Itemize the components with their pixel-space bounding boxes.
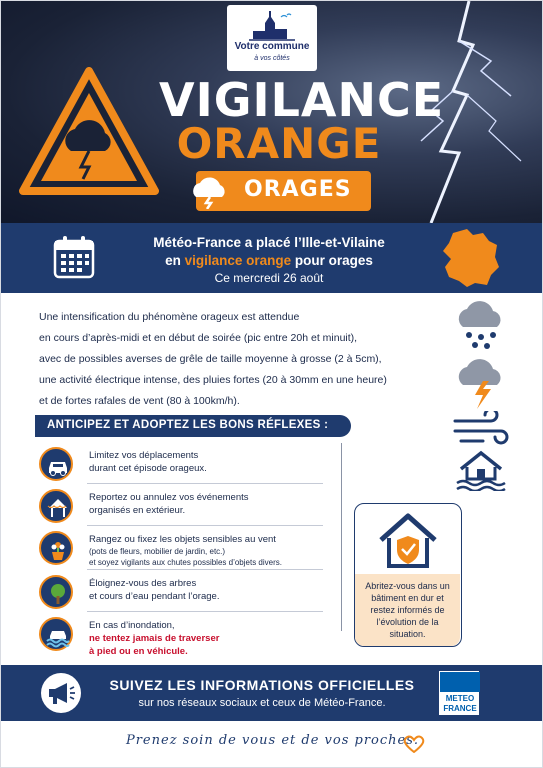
tip-line: Reportez ou annulez vos événements	[89, 492, 249, 503]
tip-text	[89, 449, 341, 475]
tip-separator	[87, 569, 323, 570]
meteo-france-logo	[439, 671, 479, 715]
tip-text	[89, 533, 341, 568]
intro-line: une activité électrique intense, des pluies fortes (20 à 30mm en une heure)	[39, 374, 387, 386]
hero-banner	[1, 1, 543, 223]
divider-line	[341, 443, 342, 631]
intro-line: et de fortes rafales de vent (80 à 100km/h).	[39, 395, 240, 407]
announcement-prefix: en	[165, 253, 185, 268]
logo-title: Votre commune	[234, 41, 310, 52]
meteo-france-logo-text: FRANCE	[443, 704, 477, 713]
shelter-card	[354, 503, 462, 647]
tip-line: Limitez vos déplacements	[89, 450, 199, 461]
storm-cloud-icon	[453, 355, 511, 409]
flooded-car-icon	[46, 624, 70, 648]
warning-storm-icon	[19, 67, 159, 197]
wind-icon	[453, 411, 509, 449]
tip-line: et soyez vigilants aux chutes possibles d’objets divers.	[89, 558, 282, 567]
shield-house-icon	[377, 512, 439, 570]
meteo-france-logo-mark	[440, 672, 480, 692]
announcement-suffix: pour orages	[291, 253, 373, 268]
flower-pot-icon	[46, 538, 70, 562]
car-icon	[46, 454, 70, 478]
flood-house-icon	[455, 449, 507, 491]
tip-line: Rangez ou fixez les objets sensibles au vent	[89, 534, 276, 545]
tip-line-warning: à pied ou en véhicule.	[89, 646, 188, 657]
commune-logo	[227, 5, 317, 71]
tip-line: et cours d’eau pendant l’orage.	[89, 591, 220, 602]
footer-slogan: Prenez soin de vous et de vos proches.	[125, 733, 420, 748]
megaphone-icon	[47, 681, 75, 705]
tip-line: Éloignez-vous des arbres	[89, 578, 197, 589]
calendar-icon	[53, 235, 95, 279]
follow-title: SUIVEZ LES INFORMATIONS OFFICIELLES	[109, 677, 415, 693]
tip-icon-circle	[39, 447, 73, 481]
tip-separator	[87, 525, 323, 526]
intro-line: en cours d’après-midi et en début de soirée (pic entre 20h et minuit),	[39, 332, 358, 344]
orages-banner	[196, 171, 371, 211]
tip-icon-circle	[39, 489, 73, 523]
announcement-line1: Météo-France a placé l’Ille-et-Vilaine	[153, 235, 385, 250]
orages-label: ORAGES	[244, 177, 352, 202]
tip-text	[89, 619, 341, 658]
intro-paragraph	[39, 307, 449, 412]
announcement-date: Ce mercredi 26 août	[214, 271, 324, 285]
meteo-france-logo-text: METEO	[445, 694, 475, 703]
tip-text	[89, 491, 341, 517]
intro-line: Une intensification du phénomène orageux est attendue	[39, 311, 300, 323]
tip-line: organisés en extérieur.	[89, 505, 186, 516]
church-logo-icon	[247, 9, 297, 41]
storm-cloud-icon	[184, 175, 234, 209]
section-header	[35, 415, 351, 437]
megaphone-circle	[41, 673, 81, 713]
title-vigilance: VIGILANCE	[159, 73, 445, 127]
tent-icon	[46, 496, 70, 520]
logo-subtitle: à vos côtés	[254, 55, 290, 62]
shelter-text: Abritez-vous dans un bâtiment en dur et restez informés de l’évolution de la situation.	[355, 574, 460, 646]
tip-icon-circle	[39, 575, 73, 609]
hail-cloud-icon	[451, 297, 511, 351]
region-map-icon	[439, 227, 501, 289]
tip-separator	[87, 611, 323, 612]
tip-line: (pots de fleurs, mobilier de jardin, etc.)	[89, 547, 226, 556]
tip-icon-circle	[39, 531, 73, 565]
tip-line: En cas d’inondation,	[89, 620, 175, 631]
tip-icon-circle	[39, 617, 73, 651]
section-title: ANTICIPEZ ET ADOPTEZ LES BONS RÉFLEXES :	[47, 419, 329, 431]
follow-subtitle: sur nos réseaux sociaux et ceux de Météo-France.	[138, 697, 386, 709]
announcement-highlight: vigilance orange	[184, 253, 292, 268]
title-orange: ORANGE	[176, 119, 382, 168]
intro-line: avec de possibles averses de grêle de taille moyenne à grosse (2 à 5cm),	[39, 353, 382, 365]
announcement-line2	[119, 253, 419, 268]
tip-text	[89, 577, 341, 603]
tip-line-warning: ne tentez jamais de traverser	[89, 633, 220, 644]
tree-icon	[46, 582, 70, 606]
tip-separator	[87, 483, 323, 484]
heart-icon	[403, 735, 425, 753]
tip-line: durant cet épisode orageux.	[89, 463, 207, 474]
